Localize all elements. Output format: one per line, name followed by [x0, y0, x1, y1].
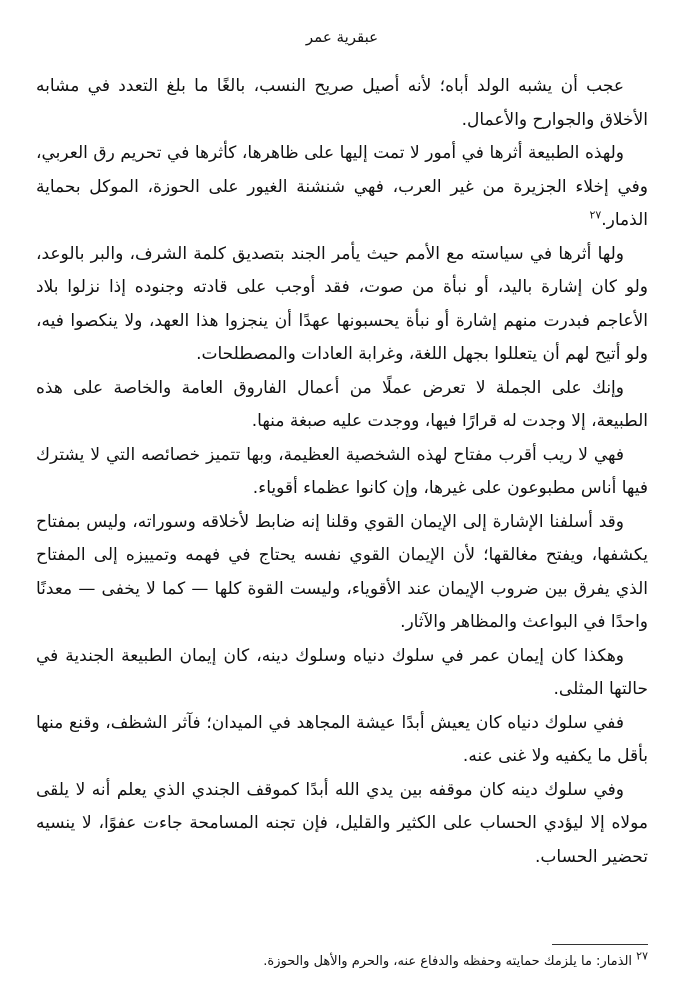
footnote — [36, 951, 648, 973]
paragraph: وإنك على الجملة لا تعرض عملًا من أعمال الفاروق العامة والخاصة على هذه الطبيعة، إلا وجدت له قرارًا فيها، ووجدت عليه صبغة منها. — [36, 377, 648, 431]
footnote-reference[interactable]: ٢٧ — [589, 208, 602, 222]
footnote-text: الذمار: ما يلزمك حمايته وحفظه والدفاع عنه، والحرم والأهل والحوزة. — [263, 954, 633, 969]
running-header: عبقرية عمر — [305, 28, 379, 46]
paragraph: وفي سلوك دينه كان موقفه بين يدي الله أبدًا كموقف الجندي الذي يعلم أنه لا يلقى مولاه إلا ليؤدي الحساب على الكثير والقليل، فإن تجنه المسامحة جاءت عفوًا، لا ينسيه تحضير الحساب. — [36, 779, 648, 867]
paragraph: ولهذه الطبيعة أثرها في أمور لا تمت إليها على ظاهرها، كأثرها في تحريم رق العربي، وفي إخلاء الجزيرة من غير العرب، فهي شنشنة الغيور على الحوزة، الموكل بحماية الذمار.$^{٢٧}$ — [36, 143, 648, 230]
body-text — [36, 70, 648, 874]
paragraph: وقد أسلفنا الإشارة إلى الإيمان القوي وقلنا إنه ضابط لأخلاقه وسوراته، وليس بمفتاح يكشفها، ويفتح مغالقها؛ لأن الإيمان القوي نفسه يحتاج في فهمه وتمييزه إلى المفتاح الذي يفرق بين ضروب الإيمان عند الأقوياء، وليست القوة كلها — كما لا يخفى — معدنًا واحدًا في البواعث والمظاهر والآثار. — [36, 511, 648, 632]
paragraph: فهي لا ريب أقرب مفتاح لهذه الشخصية العظيمة، وبها تتميز خصائصه التي لا يشترك فيها أناس مطبوعون على غيرها، وإن كانوا عظماء أقوياء. — [36, 444, 648, 498]
footnote-number: ٢٧ — [636, 949, 648, 963]
paragraph: وهكذا كان إيمان عمر في سلوك دنياه وسلوك دينه، كان إيمان الطبيعة الجندية في حالتها المثلى. — [36, 645, 648, 699]
footnotes — [36, 944, 648, 973]
footnote-divider — [552, 944, 648, 945]
paragraph: ولها أثرها في سياسته مع الأمم حيث يأمر الجند بتصديق كلمة الشرف، والبر بالوعد، ولو كان إشارة باليد، أو نبأة من صوت، فقد أوجب على قادته وجنوده إذا نزلوا بلاد الأعاجم فبدرت منهم إشارة أو نبأة يحسبونها عهدًا أن ينجزوا هذا العهد، ولا ينكصوا فيه، ولو أتيح لهم أن يتعللوا بجهل اللغة، وغرابة العادات والمصطلحات. — [36, 243, 648, 364]
paragraph: ففي سلوك دنياه كان يعيش أبدًا عيشة المجاهد في الميدان؛ فآثر الشظف، وقنع منها بأقل ما يكفيه ولا غنى عنه. — [36, 712, 648, 766]
paragraph: عجب أن يشبه الولد أباه؛ لأنه أصيل صريح النسب، بالغًا ما بلغ التعدد في مشابه الأخلاق والجوارح والأعمال. — [36, 76, 648, 130]
